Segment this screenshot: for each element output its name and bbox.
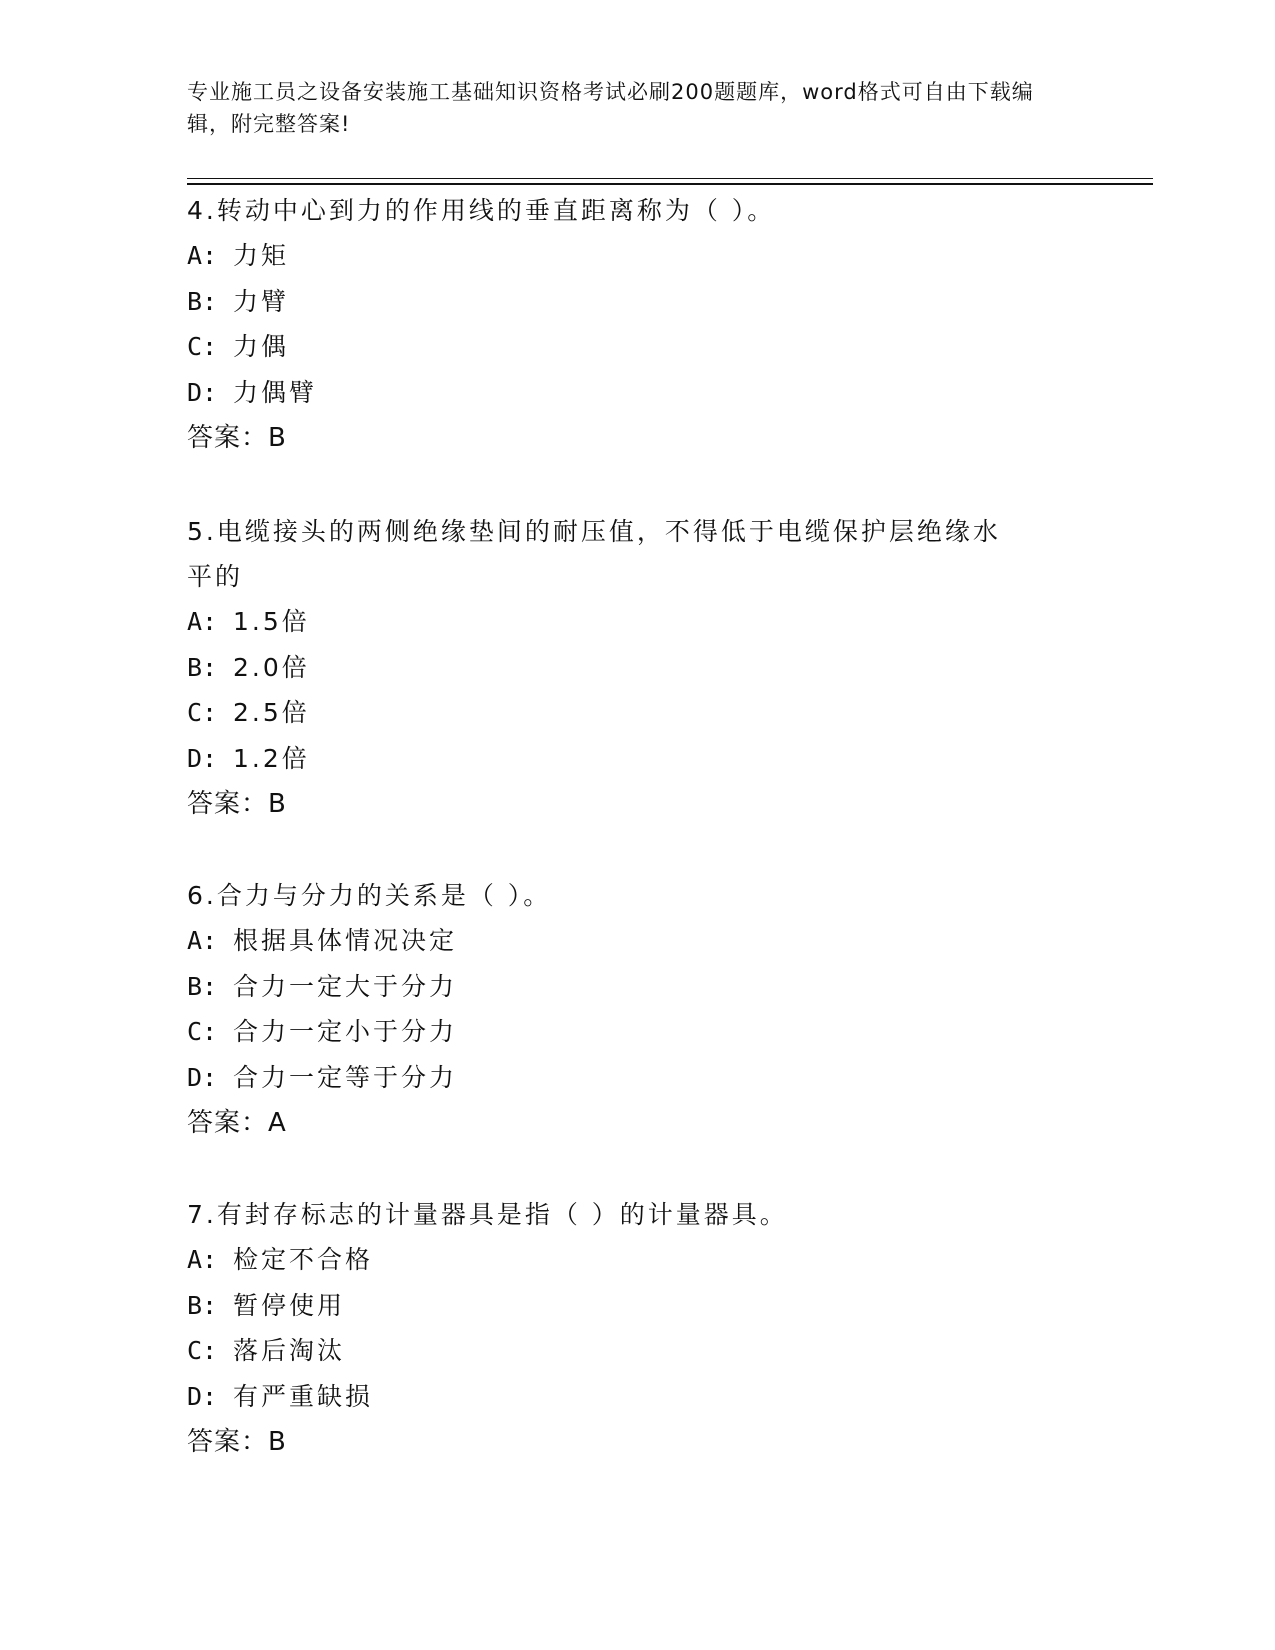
option-letter: C:	[187, 1336, 218, 1365]
answer-line: 答案：A	[187, 1108, 287, 1138]
option-letter: B:	[187, 971, 218, 1001]
option-d	[187, 1055, 1067, 1101]
option-letter: B:	[187, 652, 218, 682]
option-letter: D:	[187, 1381, 218, 1411]
option-letter: D:	[187, 377, 218, 407]
option-text: 力偶臂	[233, 377, 318, 407]
option-letter: C:	[187, 698, 218, 727]
option-b	[187, 1283, 1067, 1329]
option-a	[187, 599, 1067, 645]
question-block	[187, 509, 1067, 827]
question-block	[187, 1192, 1067, 1465]
option-text: 合力一定大于分力	[233, 971, 458, 1001]
option-b	[187, 645, 1067, 691]
option-letter: D:	[187, 743, 218, 773]
option-text: 有严重缺损	[233, 1381, 374, 1411]
option-d	[187, 1374, 1067, 1420]
question-stem: 6.合力与分力的关系是（ ）。	[187, 881, 552, 910]
option-c	[187, 690, 1067, 736]
option-letter: A:	[187, 926, 218, 955]
option-letter: D:	[187, 1062, 218, 1092]
option-text: 1.5倍	[233, 607, 310, 636]
answer-line: 答案：B	[187, 423, 287, 453]
question-block	[187, 188, 1067, 461]
option-d	[187, 370, 1067, 416]
option-letter: C:	[187, 332, 218, 361]
option-text: 力臂	[233, 286, 290, 316]
question-stem: 4.转动中心到力的作用线的垂直距离称为（ ）。	[187, 196, 776, 225]
option-letter: B:	[187, 286, 218, 316]
document-title: 专业施工员之设备安装施工基础知识资格考试必刷200题题库，word格式可自由下载编辑，附完整答案!	[187, 80, 1034, 136]
question-block	[187, 873, 1067, 1146]
answer-line: 答案：B	[187, 789, 287, 819]
option-letter: A:	[187, 241, 218, 270]
option-text: 合力一定等于分力	[233, 1062, 458, 1092]
header-divider-thick	[187, 183, 1153, 185]
option-letter: B:	[187, 1290, 218, 1320]
option-text: 1.2倍	[233, 743, 310, 773]
option-text: 检定不合格	[233, 1245, 374, 1274]
option-text: 落后淘汰	[233, 1336, 346, 1365]
option-text: 力矩	[233, 241, 290, 270]
question-stem: 7.有封存标志的计量器具是指（ ）的计量器具。	[187, 1200, 788, 1229]
option-d	[187, 736, 1067, 782]
question-stem: 5.电缆接头的两侧绝缘垫间的耐压值，不得低于电缆保护层绝缘水平的	[187, 517, 1001, 591]
option-letter: A:	[187, 1245, 218, 1274]
option-c	[187, 1009, 1067, 1055]
option-text: 力偶	[233, 332, 290, 361]
option-a	[187, 918, 1067, 964]
answer-line: 答案：B	[187, 1427, 287, 1457]
option-text: 合力一定小于分力	[233, 1017, 458, 1046]
option-c	[187, 324, 1067, 370]
option-a	[187, 233, 1067, 279]
option-letter: C:	[187, 1017, 218, 1046]
option-text: 根据具体情况决定	[233, 926, 458, 955]
option-a	[187, 1237, 1067, 1283]
option-text: 2.0倍	[233, 652, 310, 682]
option-text: 暂停使用	[233, 1290, 346, 1320]
option-c	[187, 1328, 1067, 1374]
header-divider-thin	[187, 178, 1153, 179]
option-b	[187, 964, 1067, 1010]
option-b	[187, 279, 1067, 325]
option-letter: A:	[187, 607, 218, 636]
option-text: 2.5倍	[233, 698, 310, 727]
